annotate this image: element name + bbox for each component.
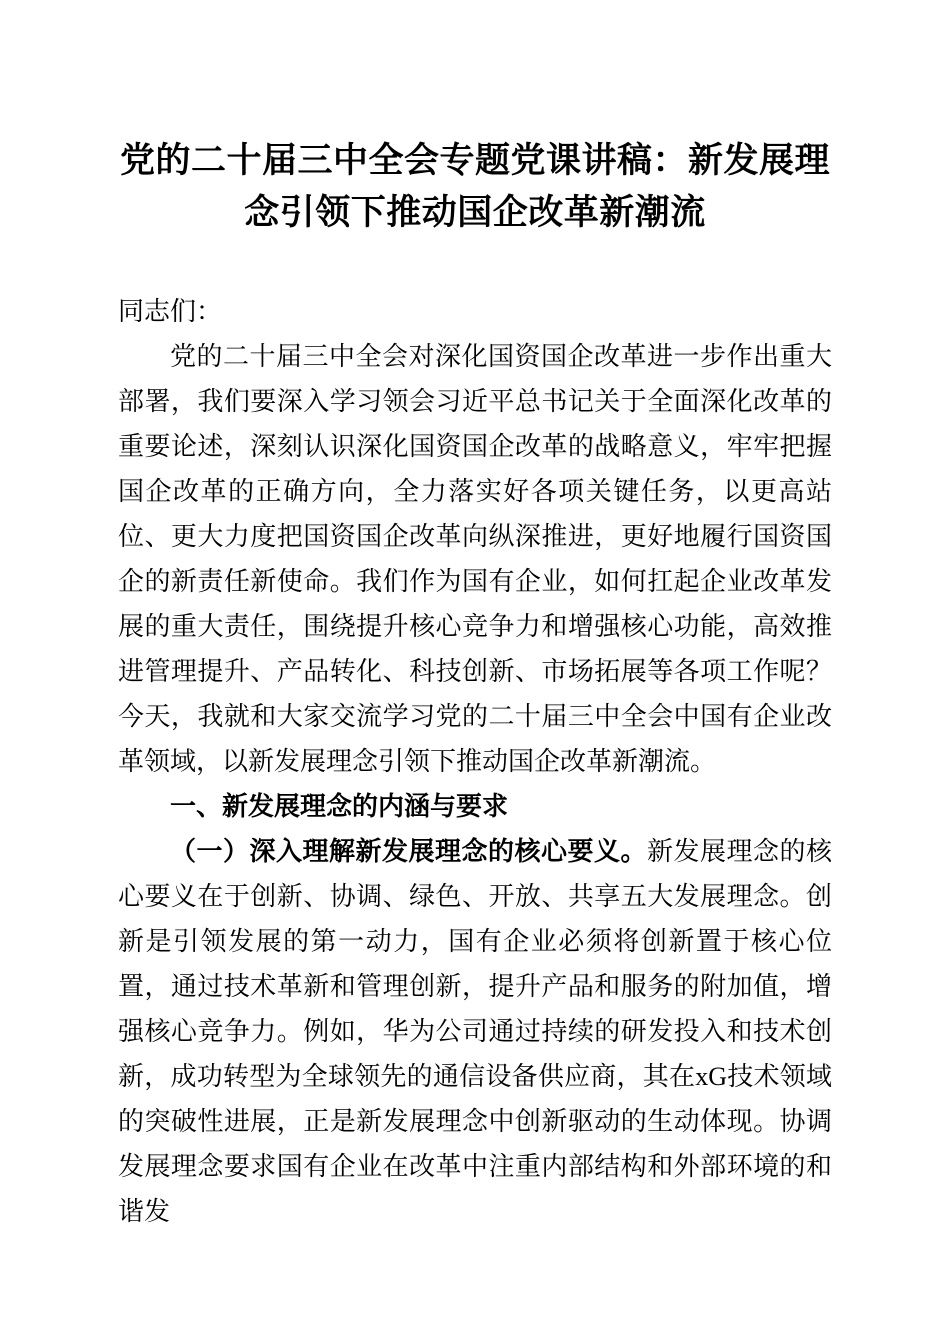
paragraph-intro: 党的二十届三中全会对深化国资国企改革进一步作出重大部署，我们要深入学习领会习近平总书记关于全面深化改革的重要论述，深刻认识深化国资国企改革的战略意义，牢牢把握国企改革的正确方向，全力落实好各项关键任务，以更高站位、更大力度把国资国企改革向纵深推进，更好地履行国资国企的新责任新使命。我们作为国有企业，如何扛起企业改革发展的重大责任，围绕提升核心竞争力和增强核心功能，高效推进管理提升、产品转化、科技创新、市场拓展等各项工作呢？今天，我就和大家交流学习党的二十届三中全会中国有企业改革领域，以新发展理念引领下推动国企改革新潮流。	[118, 342, 832, 776]
paragraph-section-1-sub-1	[118, 829, 832, 1234]
salutation: 同志们：	[118, 297, 223, 326]
section-1-sub-1-lead: （一）深入理解新发展理念的核心要义。	[170, 837, 647, 866]
document-title: 党的二十届三中全会专题党课讲稿：新发展理念引领下推动国企改革新潮流	[119, 141, 830, 232]
section-1-sub-1-body: 新发展理念的核心要义在于创新、协调、绿色、开放、共享五大发展理念。创新是引领发展的第一动力，国有企业必须将创新置于核心位置，通过技术革新和管理创新，提升产品和服务的附加值，增强核心竞争力。例如，华为公司通过持续的研发投入和技术创新，成功转型为全球领先的通信设备供应商，其在xG技术领域的突破性进展，正是新发展理念中创新驱动的生动体现。协调发展理念要求国有企业在改革中注重内部结构和外部环境的和谐发	[118, 837, 832, 1226]
section-heading-1: 一、新发展理念的内涵与要求	[170, 791, 509, 821]
